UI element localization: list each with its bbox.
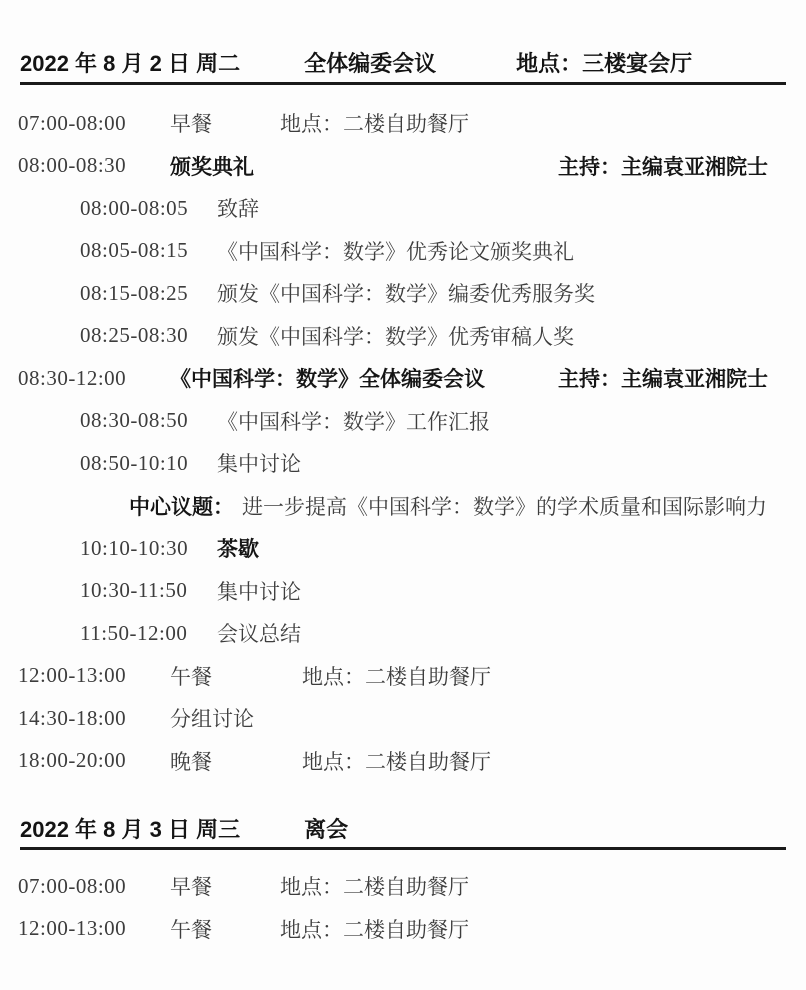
activity-label: 午餐: [170, 917, 212, 942]
activity-label: 早餐: [170, 112, 212, 137]
activity-label: 会议总结: [217, 622, 301, 647]
location-label: 地点：二楼自助餐厅: [302, 749, 491, 774]
schedule-row: [0, 570, 806, 613]
time-range: 08:00-08:30: [18, 153, 127, 178]
time-range: 07:00-08:00: [18, 873, 127, 898]
activity-label: 晚餐: [170, 749, 212, 774]
schedule-row: [0, 740, 806, 783]
section-header-day1: [20, 52, 786, 85]
schedule-rows-day2: [0, 865, 806, 950]
schedule-row: [0, 272, 806, 315]
time-range: 10:30-11:50: [80, 578, 188, 603]
activity-label: 致辞: [217, 197, 259, 222]
activity-label: 《中国科学：数学》工作汇报: [217, 409, 490, 434]
time-range: 12:00-13:00: [18, 663, 127, 688]
host-label: 主持：主编袁亚湘院士: [558, 368, 768, 392]
host-label: 主持：主编袁亚湘院士: [558, 155, 768, 179]
time-range: 10:10-10:30: [80, 535, 189, 560]
time-range: 11:50-12:00: [80, 620, 188, 645]
activity-label: 茶歇: [217, 538, 259, 562]
activity-label: 午餐: [170, 664, 212, 689]
time-range: 08:30-12:00: [18, 365, 127, 390]
time-range: 07:00-08:00: [18, 110, 127, 135]
time-range: 08:50-10:10: [80, 450, 189, 475]
time-range: 14:30-18:00: [18, 705, 127, 730]
schedule-row: [0, 442, 806, 485]
activity-label: 集中讨论: [217, 452, 301, 477]
schedule-row: [0, 187, 806, 230]
schedule-row: [0, 865, 806, 908]
header-location: 地点：三楼宴会厅: [516, 51, 693, 76]
schedule-row: [0, 908, 806, 951]
activity-label: 《中国科学：数学》全体编委会议: [170, 368, 485, 392]
activity-label: 早餐: [170, 875, 212, 900]
schedule-row: [0, 527, 806, 570]
schedule-row: [0, 230, 806, 273]
location-label: 地点：二楼自助餐厅: [280, 917, 469, 942]
activity-label: 《中国科学：数学》优秀论文颁奖典礼: [217, 239, 574, 264]
schedule-row: [0, 357, 806, 400]
schedule-row: [0, 400, 806, 443]
schedule-row: [0, 612, 806, 655]
time-range: 08:25-08:30: [80, 323, 189, 348]
time-range: 12:00-13:00: [18, 916, 127, 941]
schedule-row: [0, 102, 806, 145]
schedule-row: [0, 655, 806, 698]
topic-label: 中心议题：: [129, 495, 234, 519]
schedule-row: [0, 315, 806, 358]
topic-text: 进一步提高《中国科学：数学》的学术质量和国际影响力: [242, 494, 767, 519]
time-range: 08:05-08:15: [80, 238, 189, 263]
location-label: 地点：二楼自助餐厅: [280, 875, 469, 900]
activity-label: 颁发《中国科学：数学》优秀审稿人奖: [217, 324, 574, 349]
time-range: 08:00-08:05: [80, 195, 189, 220]
activity-label: 颁发《中国科学：数学》编委优秀服务奖: [217, 282, 595, 307]
location-label: 地点：二楼自助餐厅: [280, 112, 469, 137]
activity-label: 分组讨论: [170, 707, 254, 732]
activity-label: 集中讨论: [217, 579, 301, 604]
topic-row: [0, 485, 806, 528]
schedule-rows-day1: [0, 102, 806, 782]
location-label: 地点：二楼自助餐厅: [302, 664, 491, 689]
header-date: 2022 年 8 月 3 日 周三: [20, 817, 241, 842]
header-date: 2022 年 8 月 2 日 周二: [20, 51, 241, 76]
time-range: 08:30-08:50: [80, 408, 189, 433]
header-event: 离会: [304, 817, 349, 842]
time-range: 18:00-20:00: [18, 748, 127, 773]
header-event: 全体编委会议: [304, 51, 437, 76]
activity-label: 颁奖典礼: [170, 155, 254, 179]
section-header-day2: [20, 818, 786, 850]
time-range: 08:15-08:25: [80, 280, 189, 305]
schedule-row: [0, 697, 806, 740]
schedule-row: [0, 145, 806, 188]
